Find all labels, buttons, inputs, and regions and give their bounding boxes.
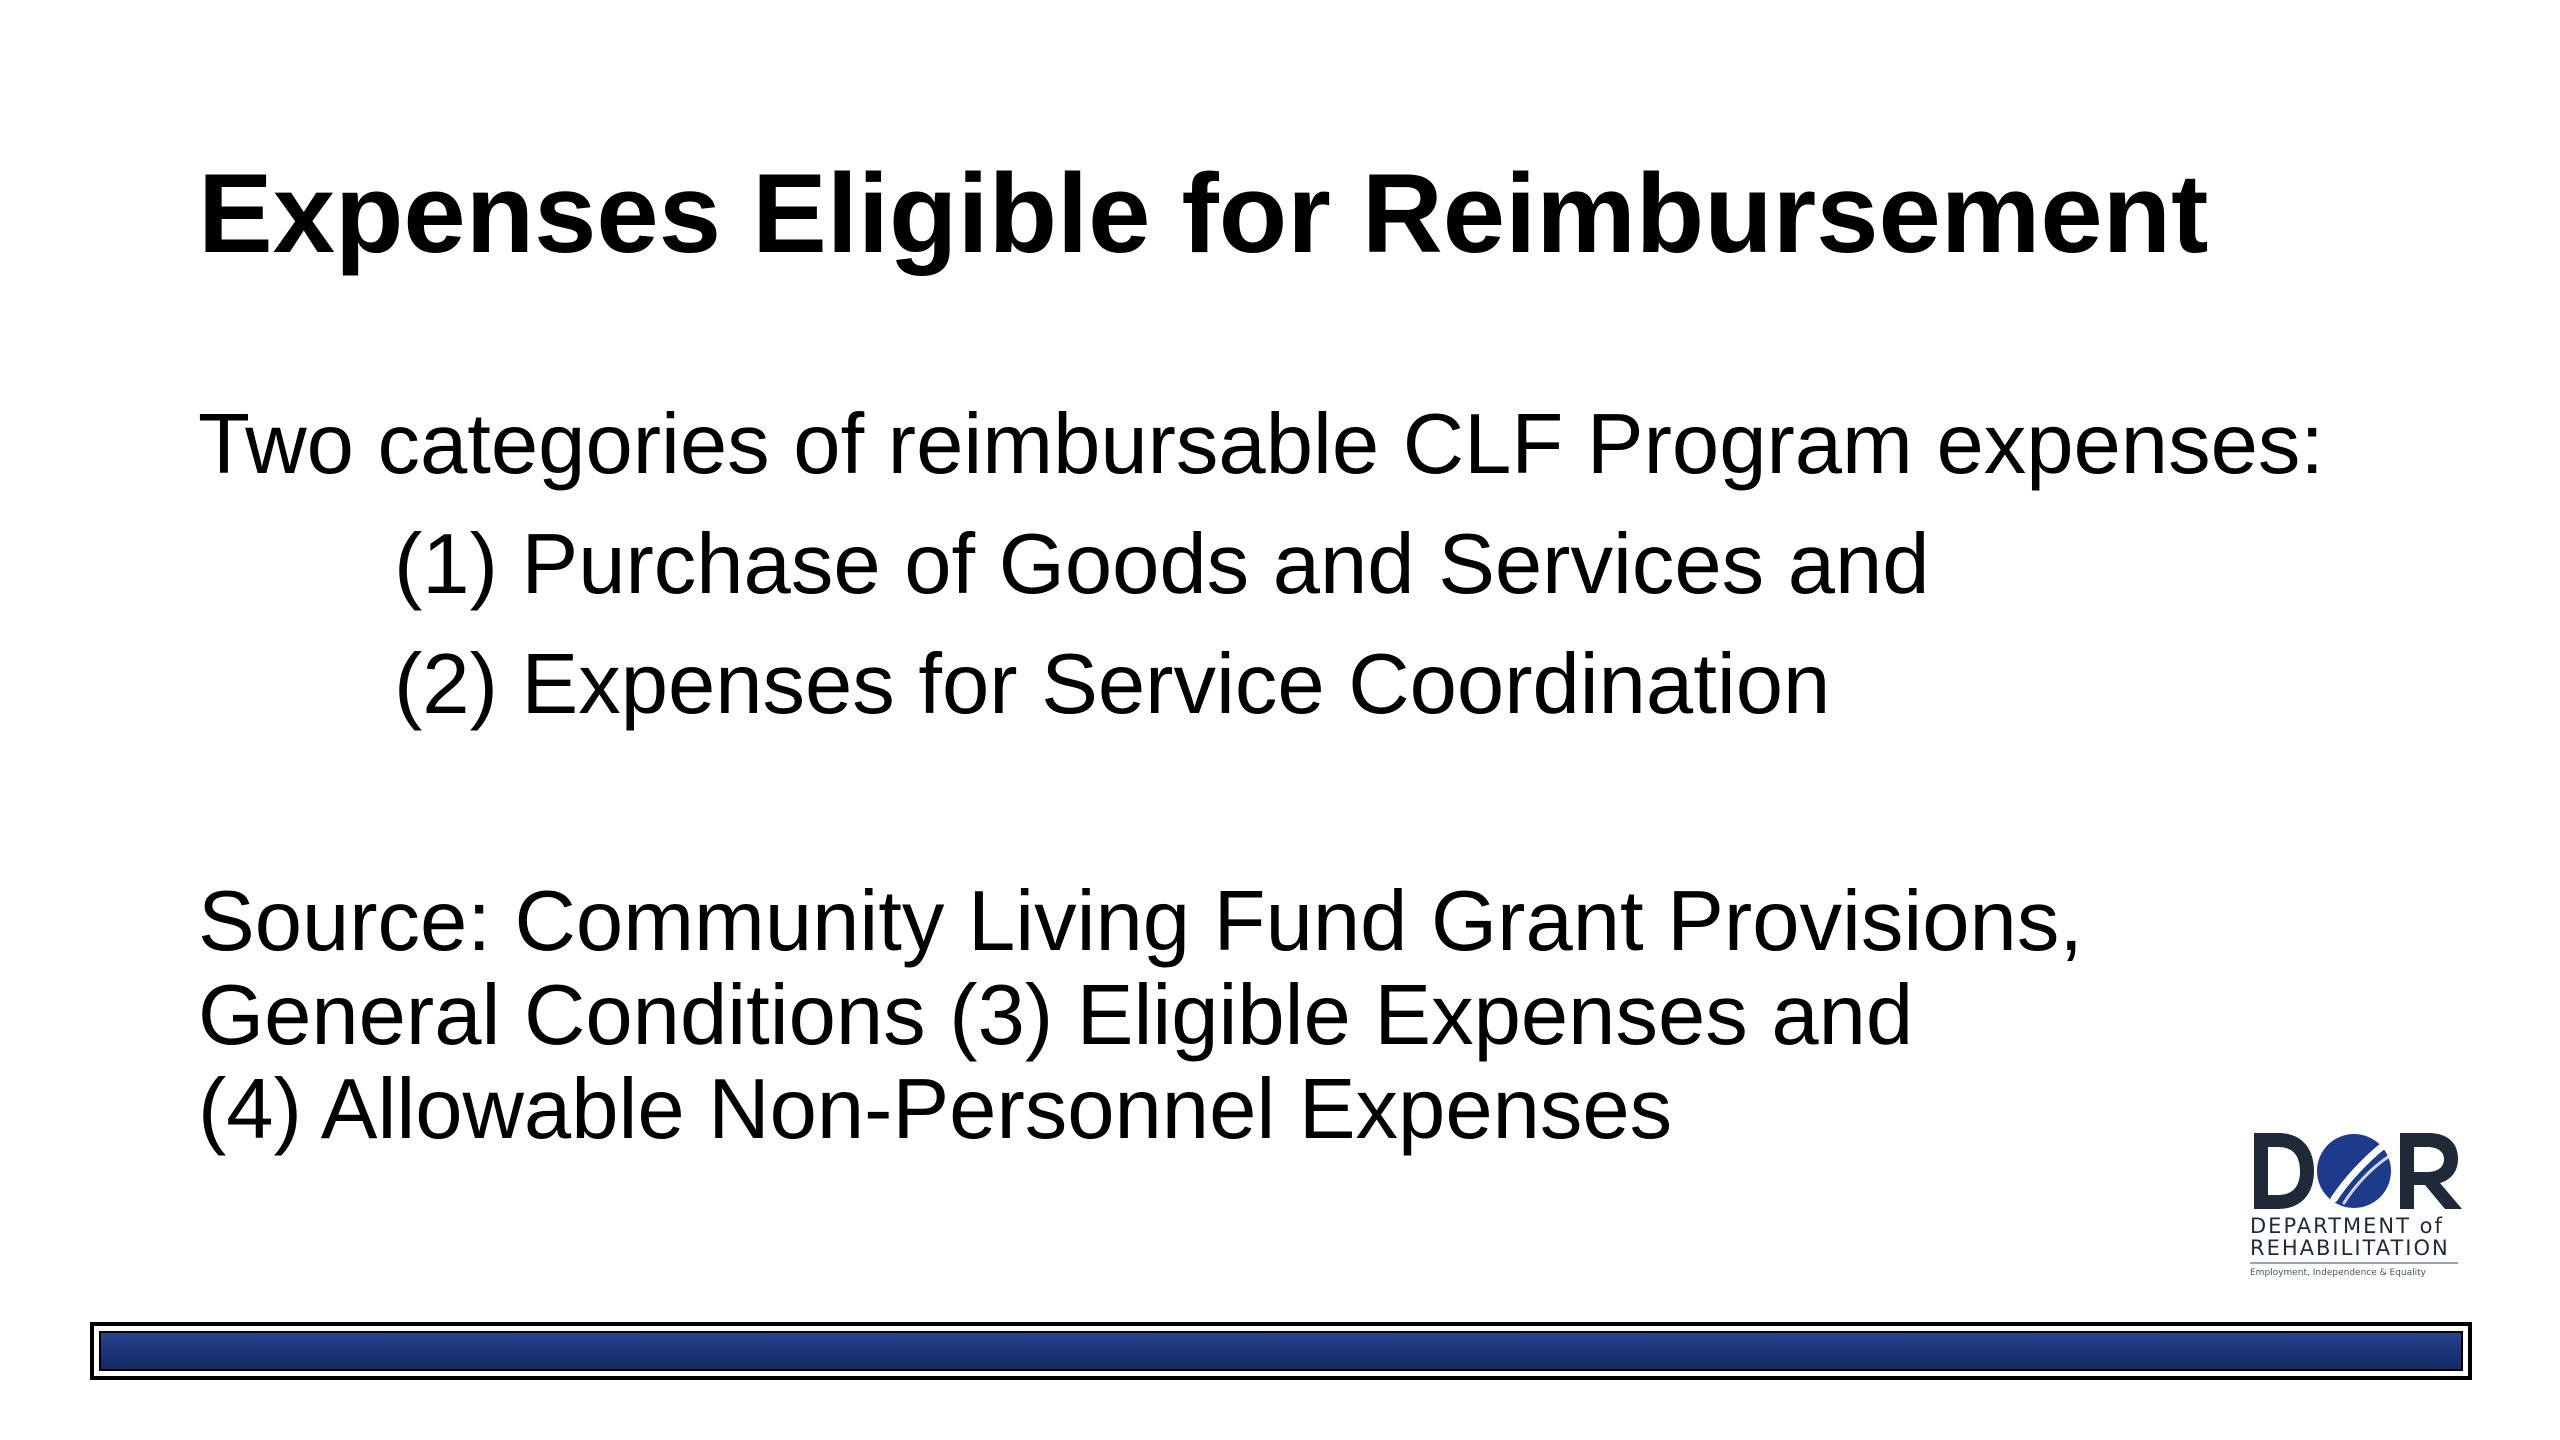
source-line: (4) Allowable Non-Personnel Expenses [198, 1062, 1673, 1157]
logo-department-line: REHABILITATION [2250, 1236, 2450, 1260]
source-line: General Conditions (3) Eligible Expenses and [198, 968, 1914, 1063]
footer-bar-fill [99, 1331, 2463, 1371]
slide-title: Expenses Eligible for Reimbursement [198, 151, 2209, 276]
dor-logo-mark [2250, 1125, 2470, 1215]
category-item-goods-services: (1) Purchase of Goods and Services and [394, 517, 1930, 612]
source-line: Source: Community Living Fund Grant Provisions, [198, 874, 2083, 969]
source-citation [198, 875, 2083, 1157]
categories-intro: Two categories of reimbursable CLF Program expenses: [198, 397, 2324, 492]
logo-department-line: DEPARTMENT of [2250, 1214, 2444, 1238]
logo-tagline: Employment, Independence & Equality [2250, 1268, 2426, 1278]
footer-bar [90, 1322, 2472, 1380]
categories-section [198, 385, 2324, 745]
dor-logo [2250, 1125, 2470, 1307]
category-item-service-coordination: (2) Expenses for Service Coordination [394, 637, 1831, 732]
logo-divider [2250, 1262, 2458, 1264]
